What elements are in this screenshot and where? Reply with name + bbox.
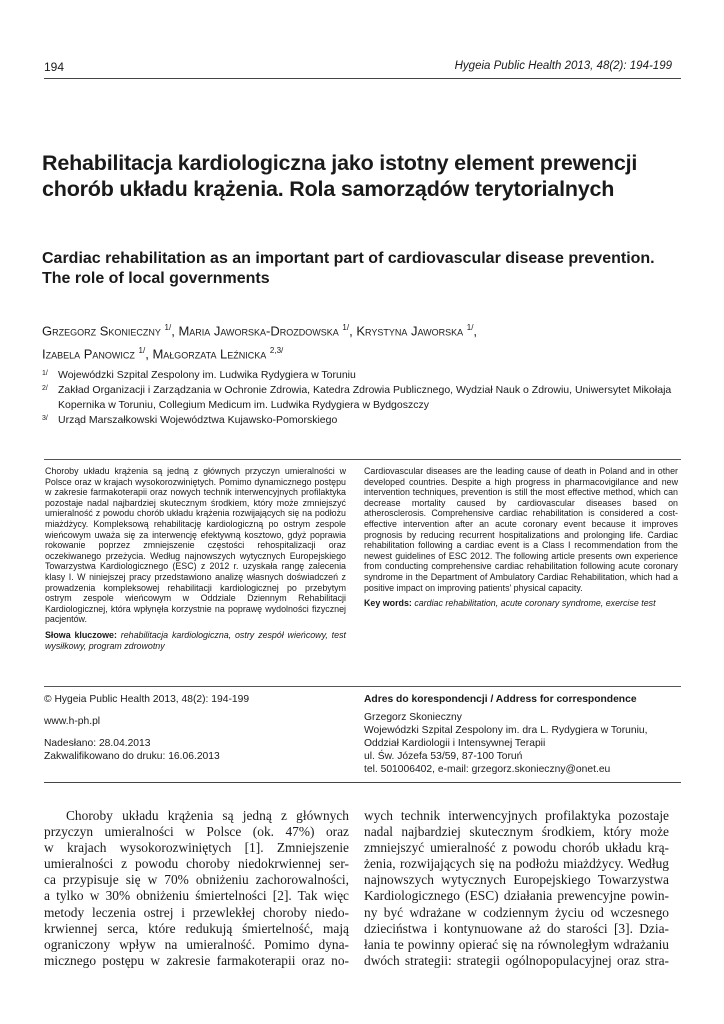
title-polish: Rehabilitacja kardiologiczna jako istotny element prewencji chorób układu krążenia. Rola samorządów terytorialnych xyxy=(42,151,638,201)
correspondence-label: Adres do korespondencji / Address for correspondence xyxy=(364,694,637,705)
author-affiliation-sup: 1/ xyxy=(466,323,474,332)
affiliation-text: Zakład Organizacji i Zarządzania w Ochronie Zdrowia, Katedra Zdrowia Publicznego, Wydział Nauk o Zdrowiu, Uniwersytet Mikołaja Kopernika w Toruniu, Collegium Medicum im. Ludwika Rydygiera w Bydgoszczy xyxy=(58,384,672,411)
body-line: w krajach wysokorozwiniętych [1]. Zmniejszenie xyxy=(44,840,349,856)
body-line: przyczyn umieralności w Polsce (ok. 47%) oraz xyxy=(44,824,349,840)
authors-line-1 xyxy=(42,318,682,341)
author-affiliation-sup: 1/ xyxy=(138,346,146,356)
abstract-polish-text: Choroby układu krążenia są jedną z głównych przyczyn umieralności w Polsce oraz w krajach wysokorozwiniętych. Pomimo dynamicznego postępu w zakresie farmakoterapii oraz nowych technik interwencyjnych profilaktyka pozostaje nadal najbardziej skutecznym środkiem, który może zmniejszyć umieralność z powodu chorób układu krążenia rozwijających się na podłożu miażdżycy. Kompleksową rehabilitację kardiologiczną po ostrym zespole wieńcowym uważa się za interwencję efektywną kosztowo, gdyż poprawia rokowanie poprzez zmniejszenie częstości rehospitalizacji oraz oczekiwanego przeżycia. Według najnowszych wytycznych Europejskiego Towarzystwa Kardiologicznego (ESC) z 2012 r. uzyskała rangę zalecenia klasy I. W niniejszej pracy przedstawiono analizę własnych doświadczeń z prowadzenia kompleksowej rehabilitacji kardiologicznej po przebytym ostrym zespole wieńcowym w Oddziale Dziennym Rehabilitacji Kardiologicznej, która wpłynęła korzystnie na poprawę wydolności fizycznej pacjentów. xyxy=(45,466,346,625)
author-separator: , xyxy=(473,323,478,339)
author-name: Małgorzata Leźnicka xyxy=(152,346,267,362)
body-line: ny być wdrażane w codziennym życiu od wczesnego xyxy=(364,904,669,920)
keywords-polish-text: rehabilitacja kardiologiczna, ostry zespół wieńcowy, test wysiłkowy, program zdrowotny xyxy=(45,629,346,651)
affiliation-item xyxy=(42,383,682,413)
affiliation-text: Urząd Marszałkowski Województwa Kujawsko-Pomorskiego xyxy=(58,414,338,426)
author-separator: , xyxy=(349,323,357,339)
body-column-right xyxy=(364,808,669,969)
correspondence-line: Oddział Kardiologii i Intensywnej Terapii xyxy=(364,738,546,749)
keywords-english-label: Key words: xyxy=(364,598,412,609)
affiliation-sup: 1/ xyxy=(42,370,48,377)
abstract-english xyxy=(364,466,678,614)
correspondence-line: tel. 501006402, e-mail: grzegorz.skonieczny@onet.eu xyxy=(364,764,611,775)
correspondence-line: Grzegorz Skonieczny xyxy=(364,712,462,723)
abstract-box xyxy=(44,459,681,687)
correspondence xyxy=(364,693,684,776)
body-line: wych technik interwencyjnych profilaktyka pozostaje xyxy=(364,808,669,823)
affiliation-sup: 3/ xyxy=(42,415,48,422)
author-affiliation-sup: 1/ xyxy=(342,323,350,332)
body-line: dwóch strategii: strategii ogólnopopulacyjnej oraz stra- xyxy=(364,952,669,968)
body-line: najnowszych wytycznych Europejskiego Towarzystwa xyxy=(364,872,669,888)
keywords-polish xyxy=(45,630,346,651)
keywords-english-text: cardiac rehabilitation, acute coronary syndrome, exercise test xyxy=(414,598,656,609)
correspondence-line: ul. Św. Józefa 53/59, 87-100 Toruń xyxy=(364,751,523,762)
info-bottom-rule xyxy=(44,782,681,783)
copyright: © Hygeia Public Health 2013, 48(2): 194-199 xyxy=(44,694,250,705)
body-line: Choroby układu krążenia są jedną z głównych xyxy=(66,808,349,823)
publication-info xyxy=(44,693,334,763)
body-line: żenia, rozwijających się na podłożu miażdżycy. Według xyxy=(364,856,669,872)
authors-line-2 xyxy=(42,341,682,364)
body-line: micznego postępu w zakresie farmakoterapii oraz no- xyxy=(44,952,349,968)
affiliations xyxy=(42,368,682,428)
author-name: Krystyna Jaworska xyxy=(356,323,464,339)
author-name: Maria Jaworska-Drozdowska xyxy=(178,323,339,339)
affiliation-item xyxy=(42,368,682,383)
author-affiliation-sup: 1/ xyxy=(164,323,172,332)
title-english: Cardiac rehabilitation as an important part of cardiovascular disease prevention. The role of local governments xyxy=(42,250,655,287)
abstract-polish xyxy=(45,466,346,656)
affiliation-item xyxy=(42,413,682,428)
body-line: nadal najbardziej skutecznym środkiem, który może xyxy=(364,824,669,840)
body-line: a tylko w 30% obniżeniu śmiertelności [2]. Tak więc xyxy=(44,888,349,904)
website-link[interactable]: www.h-ph.pl xyxy=(44,716,101,727)
page-number: 194 xyxy=(44,60,65,74)
affiliation-text: Wojewódzki Szpital Zespolony im. Ludwika Rydygiera w Toruniu xyxy=(58,369,356,381)
submitted-date: Nadesłano: 28.04.2013 xyxy=(44,738,151,749)
authors xyxy=(42,318,682,365)
keywords-polish-label: Słowa kluczowe: xyxy=(45,629,117,640)
abstract-english-text: Cardiovascular diseases are the leading cause of death in Poland and in other developed countries. Despite a high progress in pharmacovigilance and new intervention techniques, prevention is still the most effective method, which can decrease mortality caused by cardiovascular diseases based on atherosclerosis. Comprehensive cardiac rehabilitation is considered a cost-effective intervention after an acute coronary event because it improves prognosis by reducing recurrent hospitalizations and prolonging life. Cardiac rehabilitation following a cardiac event is a Class I recommendation from the newest guidelines of ESC 2012. The following article presents own experience from conducting comprehensive cardiac rehabilitation following acute coronary syndrome in the Department of Ambulatory Cardiac Rehabilitation, which had a positive impact on improving patients' physical capacity. xyxy=(364,466,678,593)
accepted-date: Zakwalifikowano do druku: 16.06.2013 xyxy=(44,751,220,762)
body-line: ograniczony wpływ na umieralność. Pomimo dyna- xyxy=(44,936,349,952)
body-line: metody leczenia ostrej i przewlekłej choroby niedo- xyxy=(44,904,349,920)
header-rule xyxy=(44,78,681,79)
body-line: Kardiologicznego (ESC) działania prewencyjne powin- xyxy=(364,888,669,904)
author-separator: , xyxy=(171,323,179,339)
keywords-english xyxy=(364,598,678,609)
body-line: dzieciństwa i kontynuowane aż do starości [3]. Dzia- xyxy=(364,920,669,936)
affiliation-sup: 2/ xyxy=(42,385,48,392)
author-name: Grzegorz Skonieczny xyxy=(42,323,161,339)
body-line: krwiennej serca, które redukują śmiertelność, mają xyxy=(44,920,349,936)
author-name: Izabela Panowicz xyxy=(42,346,135,362)
body-line: zmniejszyć umieralność z powodu chorób układu krą- xyxy=(364,840,669,856)
body-line: ca przypisuje się w 70% obniżeniu zachorowalności, xyxy=(44,872,349,888)
correspondence-line: Wojewódzki Szpital Zespolony im. dra L. Rydygiera w Toruniu, xyxy=(364,725,648,736)
author-affiliation-sup: 2,3/ xyxy=(269,346,284,356)
body-line: umieralności z powodu choroby niedokrwiennej ser- xyxy=(44,856,349,872)
body-line: łania te powinny opierać się na równoległym wdrażaniu xyxy=(364,936,669,952)
journal-reference: Hygeia Public Health 2013, 48(2): 194-199 xyxy=(454,60,672,72)
body-column-left xyxy=(44,808,349,969)
author-separator: , xyxy=(145,346,153,362)
